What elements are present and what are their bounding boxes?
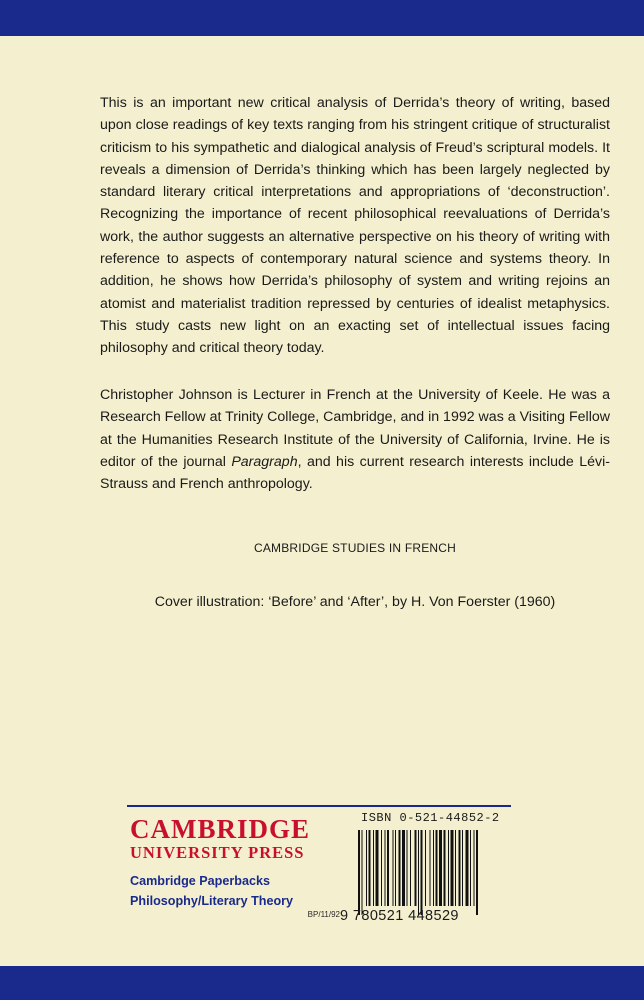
barcode-bar — [433, 830, 434, 906]
barcode-bar — [395, 830, 396, 906]
barcode-bar — [425, 830, 426, 906]
divider-rule — [127, 805, 511, 807]
barcode-bar — [466, 830, 469, 906]
publisher-subject: Philosophy/Literary Theory — [130, 894, 294, 908]
barcode-icon — [356, 830, 514, 915]
barcode-bar — [430, 830, 431, 906]
barcode-bar — [462, 830, 463, 906]
barcode-bar — [385, 830, 386, 906]
barcode-bar — [474, 830, 475, 906]
barcode-bar — [410, 830, 411, 906]
barcode-bar — [399, 830, 401, 906]
bio-text-before: Christopher Johnson is Lecturer in French at the University of Keele. He was a Research Fellow at Trinity College, Cambridge, and in 1992 was a Visiting Fellow at the Humanities Research Institute of the University of California, Irvine. He is editor of the journal — [100, 387, 610, 470]
cover-illustration-credit: Cover illustration: ‘Before’ and ‘After’, by H. Von Foerster (1960) — [154, 594, 556, 610]
publisher-imprint: Cambridge Paperbacks — [130, 874, 270, 888]
bottom-color-band — [0, 966, 644, 1000]
publisher-press: UNIVERSITY PRESS — [130, 843, 305, 862]
barcode-bar — [476, 830, 478, 915]
barcode-bar — [387, 830, 389, 906]
author-bio-paragraph — [100, 384, 610, 495]
barcode-bar — [444, 830, 446, 906]
description-paragraph: This is an important new critical analysis of Derrida’s theory of writing, based upon close readings of key texts ranging from his stringent critique of structuralist criticism to his sympathetic and dialogical analysis of Freud’s scriptural models. It reveals a dimension of Derrida’s thinking which has been largely neglected by standard literary critical interpretations and appropriations of ‘deconstruction’. Recognizing the importance of recent philosophical reevaluations of Derrida’s work, the author suggests an alternative perspective on his theory of writing with reference to aspects of contemporary natural science and systems theory. In addition, he shows how Derrida’s philosophy of system and writing rejoins an atomist and materialist tradition repressed by centuries of idealist metaphysics. This study casts new light on an exacting set of intellectual issues facing philosophy and critical theory today. — [100, 95, 610, 357]
barcode-bar — [362, 830, 363, 915]
barcode-bar — [393, 830, 394, 906]
barcode-bar — [402, 830, 405, 906]
publisher-block — [130, 815, 345, 911]
publisher-name: CAMBRIDGE — [130, 814, 311, 844]
barcode-bar — [407, 830, 408, 906]
top-color-band — [0, 0, 644, 36]
journal-title: Paragraph — [231, 453, 298, 470]
barcode-bar — [421, 830, 423, 915]
barcode-bar — [366, 830, 367, 906]
isbn-label: ISBN 0-521-44852-2 — [361, 811, 500, 825]
bio-text-after: , and his current research interests include Lévi-Strauss and French anthropology. — [100, 453, 610, 493]
barcode-bar — [415, 830, 417, 906]
barcode-bar — [376, 830, 379, 906]
barcode-bar — [459, 830, 461, 906]
barcode-bar — [470, 830, 471, 906]
series-name: CAMBRIDGE STUDIES IN FRENCH — [253, 541, 457, 555]
barcode-bar — [436, 830, 438, 906]
barcode-bar — [358, 830, 360, 915]
barcode-bar — [373, 830, 374, 906]
barcode-bar — [439, 830, 442, 906]
barcode-bar — [369, 830, 371, 906]
product-code: BP/11/92 — [307, 910, 340, 919]
barcode-bar — [455, 830, 456, 906]
barcode-bar — [451, 830, 454, 906]
barcode-bar — [418, 830, 419, 915]
barcode-bar — [448, 830, 449, 906]
barcode-digits: 9 780521 448529 — [340, 908, 459, 924]
barcode-bar — [381, 830, 382, 906]
